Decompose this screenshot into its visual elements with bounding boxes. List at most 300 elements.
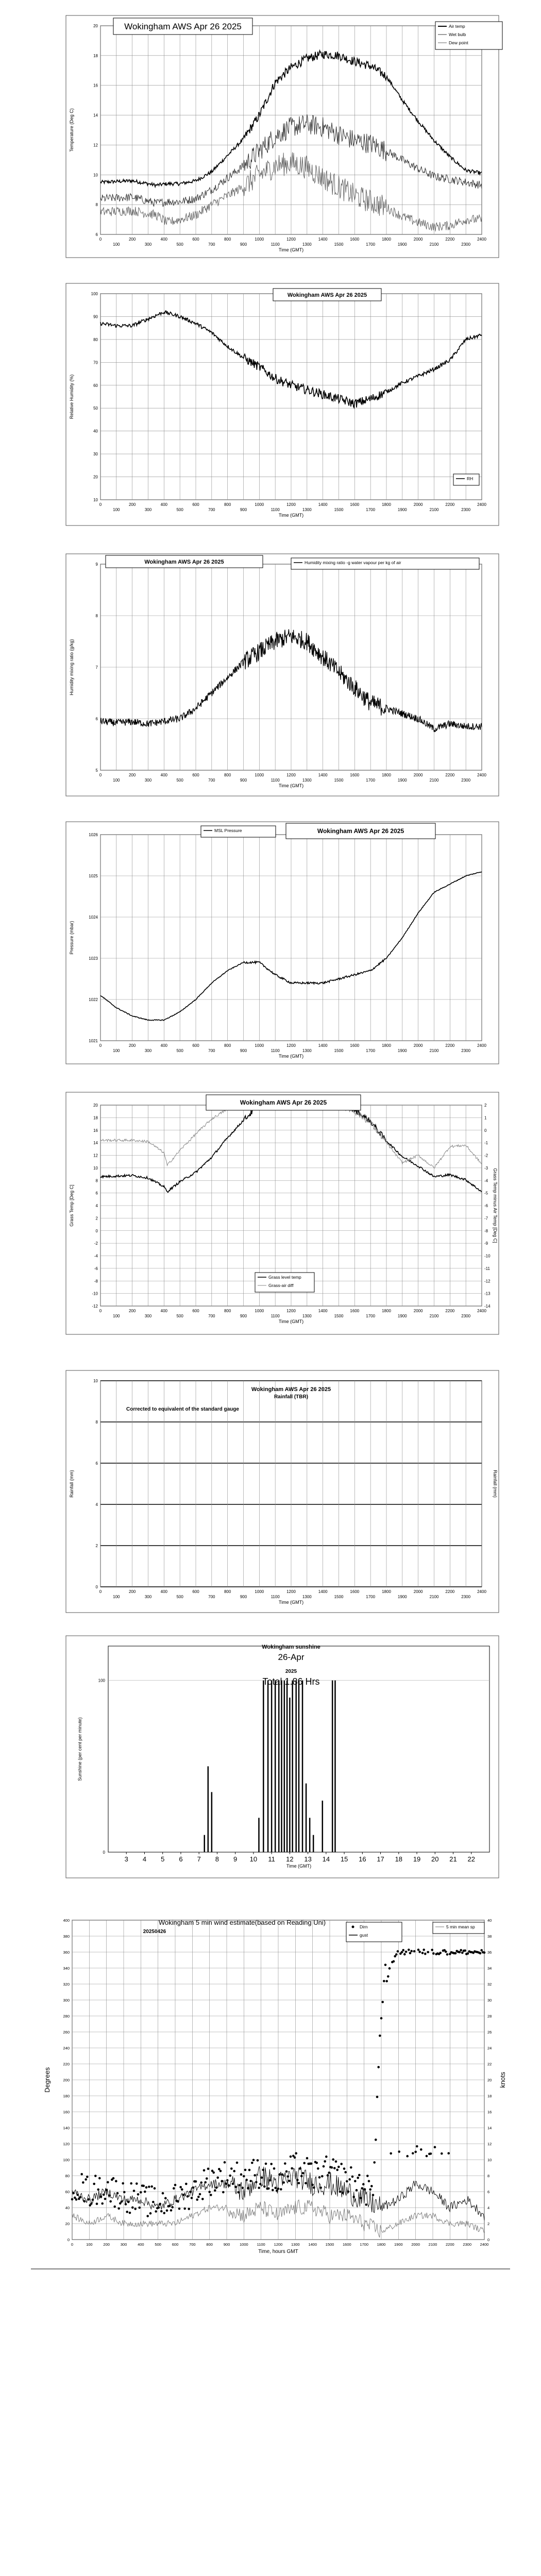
y-tick-label: 30 xyxy=(93,452,98,457)
wind-direction-point xyxy=(72,2192,75,2194)
wind-direction-point xyxy=(426,2155,428,2158)
wind-direction-point xyxy=(277,2188,280,2190)
wind-direction-point xyxy=(96,2202,98,2205)
x-tick-label: 2400 xyxy=(477,237,486,242)
wind-direction-point xyxy=(272,2189,274,2192)
x-tick-label: 2400 xyxy=(477,502,486,507)
y-tick-label: 60 xyxy=(93,383,98,388)
wind-direction-point xyxy=(313,2187,315,2189)
x-tick-label: 1800 xyxy=(377,2242,386,2247)
x-tick-label: 2300 xyxy=(461,1314,471,1318)
wind-direction-point xyxy=(103,2194,105,2196)
wind-direction-point xyxy=(344,2171,347,2174)
wind-direction-point xyxy=(346,2180,348,2183)
wind-direction-point xyxy=(174,2184,177,2187)
chart-2 xyxy=(66,283,499,526)
y2-tick-label: -1 xyxy=(484,1141,488,1146)
x-tick-label: 500 xyxy=(176,778,183,783)
chart-title: Wokingham 5 min wind estimate(based on Reading Uni) xyxy=(158,1919,326,1926)
x-tick-label: 1200 xyxy=(286,237,296,242)
y-tick-label: 10 xyxy=(93,173,98,178)
x-tick-label: 2300 xyxy=(461,1595,471,1599)
wind-direction-point xyxy=(234,2185,237,2188)
y2-tick-label: -2 xyxy=(484,1153,488,1158)
x-tick-label: 21 xyxy=(449,1855,457,1863)
y-tick-label: 16 xyxy=(93,1128,98,1133)
wind-direction-point xyxy=(134,2208,137,2210)
x-tick-label: 1100 xyxy=(270,1048,280,1053)
y-axis-label: Rainfall (mm) xyxy=(69,1470,74,1498)
wind-direction-point xyxy=(230,2167,233,2170)
wind-direction-point xyxy=(185,2183,188,2185)
x-tick-label: 0 xyxy=(99,1043,102,1048)
wind-direction-point xyxy=(282,2181,285,2184)
wind-direction-point xyxy=(225,2182,227,2185)
y2-tick-label: -6 xyxy=(484,1204,488,1208)
chart-title: Wokingham AWS Apr 26 2025 xyxy=(240,1099,327,1107)
y-axis-label: Temperature (Deg C) xyxy=(69,108,74,152)
x-tick-label: 1500 xyxy=(325,2242,334,2247)
x-tick-label: 1300 xyxy=(302,1048,312,1053)
x-tick-label: 2200 xyxy=(445,237,455,242)
wind-direction-point xyxy=(325,2156,328,2158)
wind-direction-point xyxy=(192,2187,194,2189)
wind-direction-point xyxy=(112,2177,115,2180)
y-tick-label: 20 xyxy=(93,474,98,480)
y-tick-label: 100 xyxy=(98,1678,105,1683)
wind-direction-point xyxy=(263,2185,266,2188)
wind-direction-point xyxy=(71,2198,74,2201)
x-tick-label: 0 xyxy=(99,773,102,777)
x-tick-label: 200 xyxy=(128,1043,136,1048)
y-tick-label: 10 xyxy=(93,1379,98,1383)
chart-6 xyxy=(66,1370,499,1613)
x-tick-label: 2300 xyxy=(461,1048,471,1053)
y-tick-label: 120 xyxy=(63,2142,70,2146)
x-tick-label: 600 xyxy=(192,237,199,242)
chart-7 xyxy=(66,1636,499,1878)
wind-direction-point xyxy=(373,2161,376,2164)
wind-direction-point xyxy=(168,2205,171,2207)
x-tick-label: 400 xyxy=(138,2242,144,2247)
y-tick-label: 260 xyxy=(63,2030,70,2035)
wind-direction-point xyxy=(150,2185,153,2188)
wind-direction-point xyxy=(265,2163,267,2165)
x-tick-label: 1700 xyxy=(366,1314,376,1318)
wind-direction-point xyxy=(244,2169,247,2172)
x-tick-label: 2200 xyxy=(445,1309,455,1313)
wind-direction-point xyxy=(158,2207,160,2209)
x-tick-label: 2100 xyxy=(428,2242,437,2247)
x-tick-label: 1200 xyxy=(286,502,296,507)
y2-axis-label: Grass Temp minus Air Temp [Deg C] xyxy=(493,1168,498,1243)
y-tick-label: 40 xyxy=(93,429,98,434)
chart-4 xyxy=(66,822,499,1064)
y-tick-label: 140 xyxy=(63,2126,70,2130)
y-tick-label: 0 xyxy=(103,1850,105,1855)
y-tick-label: 1023 xyxy=(89,956,98,961)
x-tick-label: 300 xyxy=(144,1595,152,1599)
x-tick-label: 800 xyxy=(206,2242,213,2247)
wind-direction-point xyxy=(303,2162,306,2164)
wind-direction-point xyxy=(170,2209,173,2212)
chart-annotation: Corrected to equivalent of the standard gauge xyxy=(126,1406,239,1412)
wind-direction-point xyxy=(406,2155,409,2158)
wind-direction-point xyxy=(121,2200,123,2203)
x-tick-label: 22 xyxy=(467,1855,475,1863)
x-tick-label: 400 xyxy=(160,502,168,507)
chart-3 xyxy=(66,554,499,796)
wind-direction-point xyxy=(261,2176,263,2179)
wind-direction-point xyxy=(177,2200,179,2203)
wind-direction-point xyxy=(331,2166,333,2169)
wind-direction-point xyxy=(94,2175,97,2177)
wind-direction-point xyxy=(412,2152,414,2155)
wind-direction-point xyxy=(454,1952,457,1955)
y-axis-label: Pressure (mbar) xyxy=(69,921,74,955)
x-tick-label: 1200 xyxy=(286,773,296,777)
wind-direction-point xyxy=(80,2173,83,2176)
chart-5 xyxy=(66,1092,499,1334)
y-tick-label: 2 xyxy=(95,1544,98,1548)
legend-entry: RH xyxy=(467,476,474,481)
wind-direction-point xyxy=(319,2187,322,2189)
x-tick-label: 16 xyxy=(359,1855,366,1863)
y2-tick-label: 32 xyxy=(487,1982,492,1987)
x-tick-label: 2000 xyxy=(413,237,423,242)
y2-tick-label: 16 xyxy=(487,2110,492,2114)
wind-direction-point xyxy=(356,2189,358,2192)
wind-direction-point xyxy=(380,2017,383,2020)
wind-direction-point xyxy=(207,2167,210,2170)
x-tick-label: 100 xyxy=(113,778,120,783)
x-tick-label: 13 xyxy=(304,1855,312,1863)
y2-tick-label: -7 xyxy=(484,1216,488,1221)
wind-direction-point xyxy=(232,2183,234,2185)
x-tick-label: 900 xyxy=(240,242,247,247)
x-axis-label: Time (GMT) xyxy=(278,1319,304,1324)
x-tick-label: 2300 xyxy=(461,778,471,783)
wind-direction-point xyxy=(424,1953,427,1955)
wind-direction-point xyxy=(422,1948,425,1951)
wind-direction-point xyxy=(109,2200,112,2203)
x-tick-label: 700 xyxy=(208,242,215,247)
x-tick-label: 1000 xyxy=(255,502,264,507)
legend-entry: Grass-air diff xyxy=(268,1283,294,1288)
legend-entry: Humidity mixing ratio -g water vapour per kg of air xyxy=(305,560,401,565)
y2-tick-label: -14 xyxy=(484,1304,491,1309)
wind-direction-point xyxy=(259,2183,262,2185)
legend xyxy=(346,1922,402,1942)
wind-direction-point xyxy=(189,2191,192,2193)
wind-direction-point xyxy=(226,2179,229,2182)
wind-direction-point xyxy=(294,2156,296,2159)
wind-direction-point xyxy=(376,2096,379,2098)
y-tick-label: 1025 xyxy=(89,874,98,878)
x-tick-label: 1000 xyxy=(255,237,264,242)
y-axis-label: Humidity mixing ratio (g/kg) xyxy=(69,639,74,696)
wind-direction-point xyxy=(221,2180,223,2182)
wind-direction-point xyxy=(155,2210,157,2213)
wind-direction-point xyxy=(354,2180,357,2182)
x-tick-label: 1200 xyxy=(274,2242,283,2247)
y-tick-label: 0 xyxy=(95,1585,98,1589)
y-tick-label: -10 xyxy=(92,1291,98,1296)
wind-direction-point xyxy=(269,2179,272,2182)
x-tick-label: 300 xyxy=(144,507,152,512)
y-tick-label: 4 xyxy=(95,1502,98,1507)
wind-direction-point xyxy=(88,2198,90,2201)
x-tick-label: 700 xyxy=(208,778,215,783)
wind-direction-point xyxy=(149,2212,152,2215)
x-tick-label: 1400 xyxy=(318,773,328,777)
wind-direction-point xyxy=(372,2194,375,2196)
wind-direction-point xyxy=(100,2196,103,2198)
x-tick-label: 1200 xyxy=(286,1309,296,1313)
x-tick-label: 1800 xyxy=(382,502,391,507)
x-tick-label: 1800 xyxy=(382,1043,391,1048)
y-tick-label: 8 xyxy=(95,614,98,618)
y-tick-label: 280 xyxy=(63,2014,70,2019)
x-tick-label: 1800 xyxy=(382,237,391,242)
y-axis-label: Degrees xyxy=(43,2067,51,2093)
x-tick-label: 700 xyxy=(208,1048,215,1053)
y-axis-label: Sunshine (per cent per minute) xyxy=(77,1717,82,1781)
wind-direction-point xyxy=(460,1949,462,1952)
x-tick-label: 1100 xyxy=(270,507,280,512)
x-tick-label: 2000 xyxy=(413,1589,423,1594)
x-tick-label: 1800 xyxy=(382,1589,391,1594)
x-tick-label: 2100 xyxy=(429,1595,439,1599)
y-tick-label: 18 xyxy=(93,1115,98,1121)
x-tick-label: 1100 xyxy=(270,1314,280,1318)
y-tick-label: 90 xyxy=(93,314,98,319)
y-tick-label: 2 xyxy=(95,1216,98,1221)
legend-entry: MSL Pressure xyxy=(214,828,242,833)
wind-direction-point xyxy=(299,2167,301,2170)
x-tick-label: 600 xyxy=(192,1043,199,1048)
wind-direction-point xyxy=(361,2187,363,2190)
wind-direction-point xyxy=(418,1951,421,1953)
y2-axis-label: knots xyxy=(499,2072,506,2088)
wind-direction-point xyxy=(138,2207,141,2209)
x-tick-label: 2100 xyxy=(429,507,439,512)
x-tick-label: 200 xyxy=(128,237,136,242)
wind-direction-point xyxy=(145,2186,148,2189)
chart-title: Wokingham AWS Apr 26 2025 xyxy=(144,558,224,565)
x-tick-label: 900 xyxy=(240,1048,247,1053)
x-tick-label: 1500 xyxy=(334,778,344,783)
x-tick-label: 1600 xyxy=(350,237,360,242)
wind-direction-point xyxy=(305,2182,307,2184)
x-tick-label: 400 xyxy=(160,1043,168,1048)
x-tick-label: 2100 xyxy=(429,242,439,247)
wind-direction-point xyxy=(317,2167,319,2170)
wind-direction-point xyxy=(375,2139,377,2141)
x-tick-label: 800 xyxy=(224,773,231,777)
wind-direction-point xyxy=(117,2207,120,2210)
wind-direction-point xyxy=(421,1952,424,1955)
wind-direction-point xyxy=(296,2179,299,2181)
wind-direction-point xyxy=(430,2153,432,2155)
y-tick-label: 180 xyxy=(63,2094,70,2098)
wind-direction-point xyxy=(86,2176,89,2178)
wind-direction-point xyxy=(253,2174,256,2177)
wind-direction-point xyxy=(126,2211,128,2213)
wind-direction-point xyxy=(248,2169,251,2172)
x-tick-label: 800 xyxy=(224,1043,231,1048)
wind-direction-point xyxy=(107,2181,109,2183)
wind-direction-point xyxy=(173,2187,175,2190)
x-tick-label: 8 xyxy=(215,1855,219,1863)
wind-direction-point xyxy=(166,2209,168,2212)
wind-direction-point xyxy=(408,1948,410,1951)
y-tick-label: 20 xyxy=(65,2222,70,2226)
y2-tick-label: 0 xyxy=(487,2238,490,2242)
x-tick-label: 14 xyxy=(322,1855,330,1863)
x-tick-label: 100 xyxy=(113,507,120,512)
x-tick-label: 900 xyxy=(240,1595,247,1599)
x-tick-label: 1100 xyxy=(270,778,280,783)
wind-direction-point xyxy=(201,2198,204,2200)
y-tick-label: 300 xyxy=(63,1998,70,2003)
x-tick-label: 1900 xyxy=(397,1314,407,1318)
x-tick-label: 100 xyxy=(113,1048,120,1053)
y-tick-label: 50 xyxy=(93,406,98,411)
x-tick-label: 6 xyxy=(179,1855,183,1863)
x-tick-label: 2300 xyxy=(461,242,471,247)
x-tick-label: 1900 xyxy=(397,242,407,247)
y2-tick-label: -4 xyxy=(484,1178,488,1183)
y-tick-label: 10 xyxy=(93,1165,98,1171)
y2-tick-label: 30 xyxy=(487,1998,492,2003)
x-tick-label: 1700 xyxy=(366,507,376,512)
y-tick-label: 6 xyxy=(95,717,98,721)
wind-direction-point xyxy=(328,2172,330,2174)
x-tick-label: 1000 xyxy=(239,2242,248,2247)
y-tick-label: 5 xyxy=(95,768,98,773)
x-tick-label: 200 xyxy=(128,1309,136,1313)
wind-direction-point xyxy=(84,2178,87,2181)
y-tick-label: -4 xyxy=(94,1253,98,1259)
wind-direction-point xyxy=(387,1975,390,1978)
x-tick-label: 100 xyxy=(113,1595,120,1599)
wind-direction-point xyxy=(302,2172,305,2175)
wind-direction-point xyxy=(203,2169,206,2172)
x-tick-label: 500 xyxy=(176,1048,183,1053)
y-tick-label: 380 xyxy=(63,1934,70,1939)
x-tick-label: 1900 xyxy=(397,1595,407,1599)
x-tick-label: 2200 xyxy=(445,2242,454,2247)
y-tick-label: 12 xyxy=(93,143,98,148)
x-tick-label: 2200 xyxy=(445,1043,455,1048)
x-tick-label: 1000 xyxy=(255,1309,264,1313)
wind-direction-point xyxy=(125,2203,127,2206)
wind-direction-point xyxy=(291,2167,293,2170)
x-tick-label: 5 xyxy=(161,1855,165,1863)
wind-direction-point xyxy=(324,2160,326,2163)
x-tick-label: 800 xyxy=(224,237,231,242)
y-tick-label: 6 xyxy=(95,232,98,237)
x-tick-label: 1500 xyxy=(334,242,344,247)
x-tick-label: 11 xyxy=(268,1855,275,1863)
wind-direction-point xyxy=(236,2162,239,2164)
wind-direction-point xyxy=(79,2196,82,2198)
x-tick-label: 1400 xyxy=(318,1043,328,1048)
x-tick-label: 1400 xyxy=(318,237,328,242)
x-tick-label: 2000 xyxy=(413,502,423,507)
chart-title: Wokingham AWS Apr 26 2025 xyxy=(251,1386,331,1393)
wind-direction-point xyxy=(459,1951,461,1954)
x-tick-label: 1200 xyxy=(286,1043,296,1048)
chart-title: Wokingham AWS Apr 26 2025 xyxy=(124,21,242,31)
wind-direction-point xyxy=(417,1948,420,1951)
x-tick-label: 700 xyxy=(208,1595,215,1599)
x-tick-label: 1300 xyxy=(302,507,312,512)
y2-tick-label: -13 xyxy=(484,1291,491,1296)
x-tick-label: 1700 xyxy=(360,2242,369,2247)
wind-direction-point xyxy=(228,2184,230,2187)
wind-direction-point xyxy=(383,1980,385,1982)
x-tick-label: 4 xyxy=(142,1855,147,1863)
x-tick-label: 600 xyxy=(172,2242,179,2247)
wind-direction-point xyxy=(327,2174,329,2177)
wind-direction-point xyxy=(278,2173,281,2176)
y2-tick-label: 38 xyxy=(487,1934,492,1939)
wind-direction-point xyxy=(420,2148,422,2151)
y-tick-label: 240 xyxy=(63,2046,70,2050)
y-tick-label: 80 xyxy=(65,2174,70,2178)
y-tick-label: 70 xyxy=(93,360,98,365)
wind-direction-point xyxy=(204,2181,207,2184)
x-tick-label: 500 xyxy=(176,1595,183,1599)
y-tick-label: 8 xyxy=(95,1420,98,1425)
wind-direction-point xyxy=(397,1950,399,1953)
x-tick-label: 1100 xyxy=(270,242,280,247)
x-tick-label: 3 xyxy=(124,1855,128,1863)
wind-direction-point xyxy=(364,2188,366,2191)
wind-direction-point xyxy=(366,2175,369,2177)
x-tick-label: 1600 xyxy=(350,502,360,507)
wind-direction-point xyxy=(123,2191,126,2194)
y-tick-label: 160 xyxy=(63,2110,70,2114)
y2-tick-label: 36 xyxy=(487,1950,492,1955)
wind-direction-point xyxy=(352,2196,355,2198)
wind-direction-point xyxy=(76,2194,79,2196)
wind-direction-point xyxy=(164,2197,167,2199)
wind-direction-point xyxy=(83,2200,86,2202)
y-tick-label: 400 xyxy=(63,1918,70,1923)
x-tick-label: 20 xyxy=(431,1855,439,1863)
x-axis-label: Time (GMT) xyxy=(278,1054,304,1059)
wind-direction-point xyxy=(195,2180,197,2183)
x-axis-label: Time, hours GMT xyxy=(258,2249,298,2255)
x-tick-label: 800 xyxy=(224,1309,231,1313)
y-tick-label: 4 xyxy=(95,1204,98,1208)
x-tick-label: 1300 xyxy=(291,2242,300,2247)
wind-direction-point xyxy=(342,2192,344,2194)
y2-tick-label: 20 xyxy=(487,2078,492,2082)
wind-direction-point xyxy=(368,2180,370,2182)
wind-direction-point xyxy=(351,2176,354,2178)
wind-direction-point xyxy=(178,2208,181,2210)
x-tick-label: 500 xyxy=(176,507,183,512)
x-tick-label: 1900 xyxy=(397,1048,407,1053)
y2-tick-label: -10 xyxy=(484,1253,491,1259)
wind-direction-point xyxy=(445,1951,447,1953)
x-tick-label: 1900 xyxy=(397,507,407,512)
y2-tick-label: -5 xyxy=(484,1191,488,1196)
